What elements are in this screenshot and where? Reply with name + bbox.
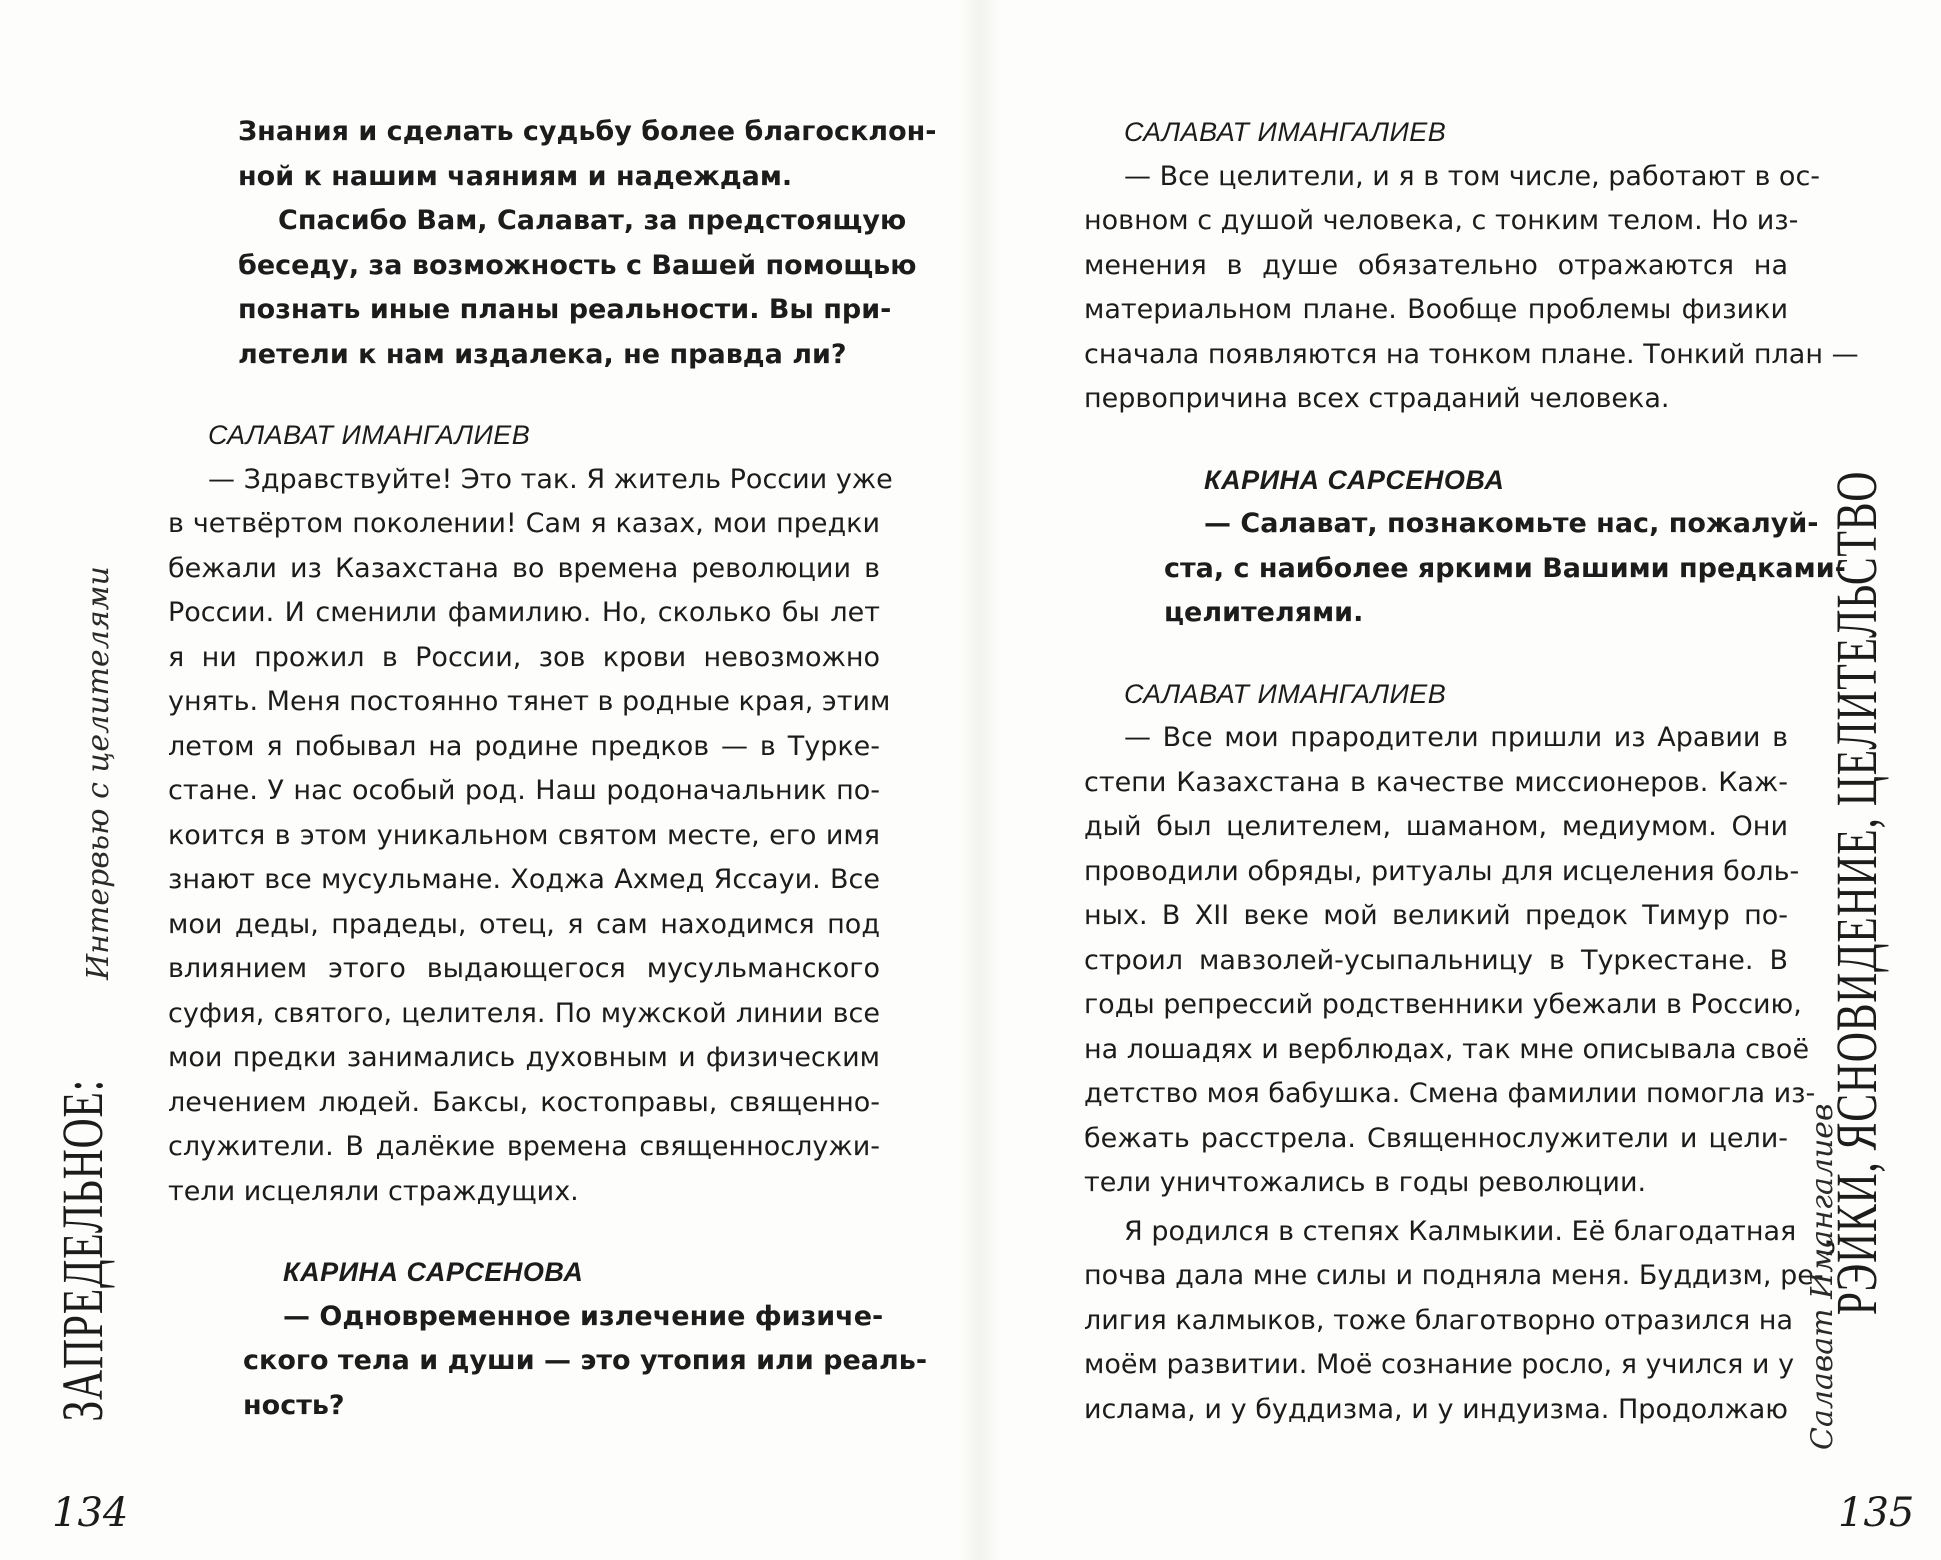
text-line: лечением людей. Баксы, костоправы, священно-	[168, 1086, 880, 1118]
text-line: новном с душой человека, с тонким телом. Но из-	[1084, 205, 1799, 236]
text-line: бежать расстрела. Священнослужители и цели-	[1084, 1122, 1788, 1154]
text-line: тели уничтожались в годы революции.	[1084, 1167, 1647, 1198]
text-line: влиянием этого выдающегося мусульманского	[168, 953, 880, 984]
text-line: на лошадях и верблюдах, так мне описывала своё	[1084, 1033, 1810, 1065]
left-page	[0, 0, 960, 1560]
text-line: дый был целителем, шаманом, медиумом. Они	[1084, 811, 1788, 842]
text-line: ных. В XII веке мой великий предок Тимур по-	[1084, 900, 1788, 931]
text-line: лигия калмыков, тоже благотворно отразился на	[1084, 1304, 1794, 1336]
text-line: тели исцеляли страждущих.	[168, 1175, 579, 1207]
text-line: коится в этом уникальном святом месте, его имя	[168, 819, 880, 851]
text-line: детство моя бабушка. Смена фамилии помогла из-	[1084, 1078, 1816, 1109]
text-line: суфия, святого, целителя. По мужской линии все	[168, 997, 880, 1029]
text-line: сначала появляются на тонком плане. Тонкий план —	[1084, 338, 1859, 370]
text-line: мои деды, прадеды, отец, я сам находимся под	[168, 908, 880, 940]
intro-paragraph	[168, 110, 937, 377]
speaker-name: САЛАВАТ ИМАНГАЛИЕВ	[1124, 117, 1447, 147]
text-line: — Одновременное излечение физиче-	[283, 1300, 884, 1332]
text-line: унять. Меня постоянно тянет в родные края, этим	[168, 686, 891, 717]
answer-paragraph	[1084, 716, 1816, 1206]
body-paragraph	[1084, 1210, 1824, 1433]
page-number: 134	[52, 1490, 129, 1536]
text-line: мои предки занимались духовным и физическим	[168, 1042, 880, 1073]
page-number: 135	[1838, 1490, 1915, 1536]
text-line: стане. У нас особый род. Наш родоначальник по-	[168, 775, 880, 806]
text-line: ислама, и у буддизма, и у индуизма. Продолжаю	[1084, 1393, 1788, 1425]
speaker-name: САЛАВАТ ИМАНГАЛИЕВ	[208, 420, 531, 450]
text-line: летели к нам издалека, не правда ли?	[238, 338, 847, 370]
text-line: ста, с наиболее яркими Вашими предками-	[1164, 552, 1846, 584]
text-line: Я родился в степях Калмыкии. Её благодатная	[1124, 1215, 1797, 1247]
text-line: Знания и сделать судьбу более благосклон-	[238, 116, 937, 147]
text-line: — Все мои прародители пришли из Аравии в	[1124, 722, 1788, 753]
text-line: — Салават, познакомьте нас, пожалуй-	[1204, 508, 1819, 539]
text-line: степи Казахстана в качестве миссионеров. Каж-	[1084, 766, 1788, 798]
book-gutter	[960, 0, 1000, 1560]
text-line: в четвёртом поколении! Сам я казах, мои предки	[168, 508, 880, 539]
question-paragraph	[1084, 502, 1846, 636]
text-line: материальном плане. Вообще проблемы физики	[1084, 294, 1788, 325]
speaker-name: САЛАВАТ ИМАНГАЛИЕВ	[1124, 678, 1447, 709]
text-line: ского тела и души — это утопия или реаль-	[243, 1345, 928, 1376]
text-line: почва дала мне силы и подняла меня. Буддизм, ре-	[1084, 1260, 1824, 1291]
text-line: познать иные планы реальности. Вы при-	[238, 294, 892, 325]
text-line: первопричина всех страданий человека.	[1084, 383, 1670, 414]
book-subtitle: Интервью с целителями	[81, 566, 116, 980]
text-line: беседу, за возможность с Вашей помощью	[238, 249, 917, 281]
text-line: строил мавзолей-усыпальницу в Туркестане. В	[1084, 944, 1788, 976]
text-line: летом я побывал на родине предков — в Турке-	[168, 730, 880, 762]
speaker-name: КАРИНА САРСЕНОВА	[1204, 464, 1505, 495]
book-section-title: РЭЙКИ, ЯСНОВИДЕНИЕ, ЦЕЛИТЕЛЬСТВО	[1824, 470, 1889, 1316]
text-line: я ни прожил в России, зов крови невозможно	[168, 641, 880, 673]
text-line: России. И сменили фамилию. Но, сколько бы лет	[168, 597, 880, 628]
question-paragraph	[168, 1295, 928, 1429]
text-line: целителями.	[1164, 597, 1364, 628]
text-line: моём развитии. Моё сознание росло, я учился и у	[1084, 1349, 1795, 1380]
text-line: служители. В далёкие времена священнослужи-	[168, 1131, 880, 1162]
text-line: знают все мусульмане. Ходжа Ахмед Яссауи. Все	[168, 864, 880, 895]
text-line: — Все целители, и я в том числе, работают в ос-	[1124, 160, 1821, 192]
speaker-name: КАРИНА САРСЕНОВА	[283, 1257, 584, 1287]
answer-paragraph	[168, 458, 893, 1215]
text-line: годы репрессий родственники убежали в Россию,	[1084, 989, 1802, 1020]
author-name: Салават Имангалиев	[1805, 1103, 1840, 1450]
text-line: бежали из Казахстана во времена революции в	[168, 552, 880, 584]
text-line: ной к нашим чаяниям и надеждам.	[238, 160, 793, 192]
answer-paragraph	[1084, 155, 1859, 422]
left-text-column	[168, 110, 937, 1428]
text-line: проводили обряды, ритуалы для исцеления боль-	[1084, 855, 1800, 887]
book-series-title: ЗАПРЕДЕЛЬНОЕ:	[50, 1079, 115, 1422]
text-line: — Здравствуйте! Это так. Я житель России уже	[208, 463, 893, 495]
text-line: Спасибо Вам, Салават, за предстоящую	[278, 205, 907, 236]
text-line: менения в душе обязательно отражаются на	[1084, 249, 1788, 281]
right-page	[1000, 0, 1941, 1560]
text-line: ность?	[243, 1389, 345, 1421]
